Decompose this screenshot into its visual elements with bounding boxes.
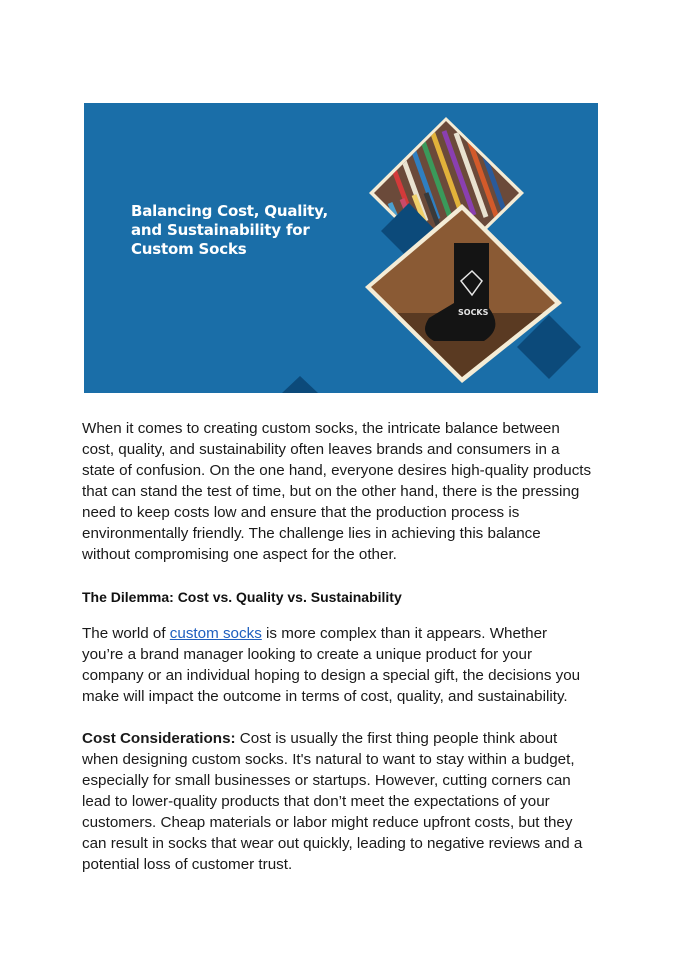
cost-text: Cost is usually the first thing people think about when designing custom socks. It's natural to want to stay within a budget, especially for small businesses or startups. However, cutting corners can lead to lower-quality products that don’t meet the expectations of your customers. Cheap materials or labor might reduce upfront costs, but they can result in socks that wear out quickly, leading to negative reviews and a potential loss of customer trust. [82, 730, 583, 873]
intro-paragraph: When it comes to creating custom socks, the intricate balance between cost, quality, and sustainability often leaves brands and consumers in a state of confusion. On the one hand, everyone desires high-quality products that can stand the test of time, but on the other hand, there is the pressing need to keep costs low and ensure that the production process is environmentally friendly. The challenge lies in achieving this balance without compromising one aspect for the other. [82, 420, 592, 563]
dilemma-text-start: The world of [82, 625, 170, 642]
custom-socks-link[interactable]: custom socks [169, 625, 262, 642]
dark-triangle-accent [282, 376, 318, 393]
banner-title-line-3: Custom Socks [131, 240, 247, 258]
banner-title-line-2: and Sustainability for [131, 221, 310, 239]
cost-label: Cost Considerations: [82, 730, 236, 747]
hero-banner [84, 103, 598, 393]
section-heading: The Dilemma: Cost vs. Quality vs. Sustainability [82, 589, 402, 605]
sock-label: SOCKS [458, 308, 489, 317]
banner-graphics [84, 103, 598, 393]
banner-title-line-1: Balancing Cost, Quality, [131, 202, 329, 220]
dilemma-paragraph [82, 623, 592, 707]
dilemma-text-end: is more complex than it appears. Whether you’re a brand manager looking to create a unique product for your company or an individual hoping to design a special gift, the decisions you make will impact the outcome in terms of cost, quality, and sustainability. [82, 625, 581, 705]
cost-paragraph [82, 728, 592, 875]
